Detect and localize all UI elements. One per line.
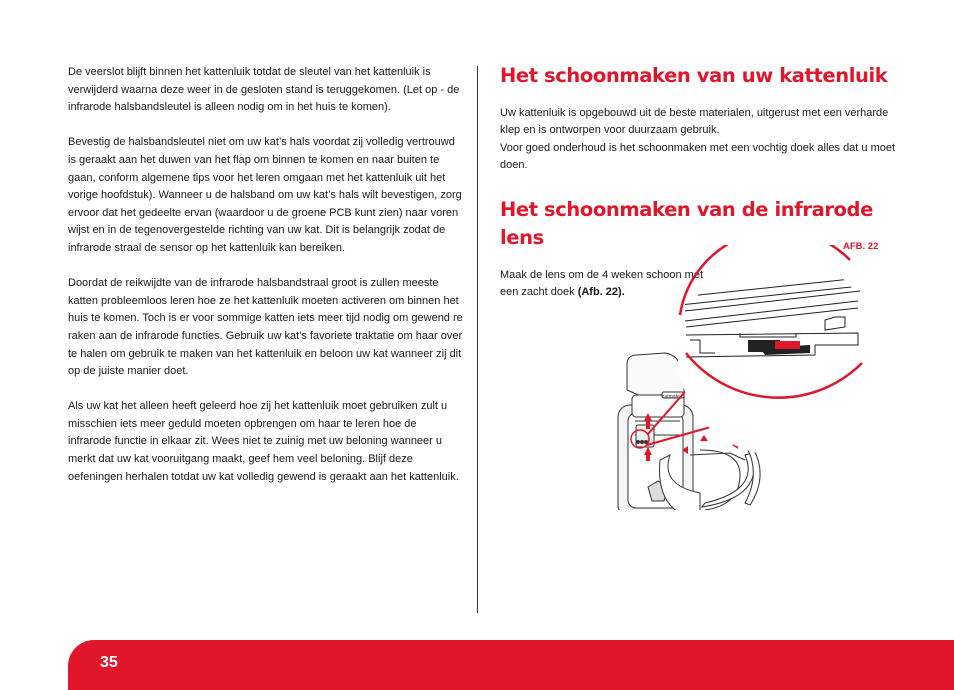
page-number: 35 <box>100 654 118 671</box>
lens-text: Maak de lens om de 4 weken schoon met een zacht doek <box>500 269 704 299</box>
heading-lens: Het schoonmaken van de infrarode lens <box>500 198 873 250</box>
footer-bar <box>68 640 954 690</box>
column-divider <box>477 66 478 613</box>
figure-reference: (Afb. 22). <box>577 286 625 299</box>
cleaning-section <box>500 105 900 174</box>
left-column <box>68 64 463 504</box>
logo-catmate: catmate <box>662 394 680 400</box>
figure-label: AFB. 22 <box>843 241 879 252</box>
cleaning-text-1: Uw kattenluik is opgebouwd uit de beste materialen, uitgerust met een verharde klep en is ontworpen voor duurzaam gebruik. <box>500 107 889 137</box>
paragraph-collar-key: Bevestig de halsbandsleutel niet om uw kat’s hals voordat zij volledig vertrouwd is geraakt aan het duwen van het flap om binnen te komen en naar buiten te gaan, conform algemene tips voor het leren omgaan met het kattenluik uit het vorige hoofdstuk). Wanneer u de halsband om uw kat’s hals wilt bevestigen, zorg ervoor dat het gedeelte ervan (waardoor u de groene PCB kunt zien) naar voren wijst en in de tegenovergestelde richting van uw kat. Dit is belangrijk zodat de infrarode straal de sensor op het kattenluik kan bereiken. <box>68 136 462 254</box>
paragraph-lock: De veerslot blijft binnen het kattenluik totdat de sleutel van het kattenluik is verwijderd waarna deze weer in de gesloten stand is teruggekomen. (Let op - de infrarode halsbandsleutel is alleen nodig om in het huis te komen). <box>68 66 460 114</box>
figure-cat-flap-lens <box>600 245 890 515</box>
heading-cleaning: Het schoonmaken van uw kattenluik <box>500 64 888 87</box>
cat-flap-illustration-icon <box>600 245 890 510</box>
cleaning-text-2: Voor goed onderhoud is het schoonmaken met een vochtig doek alles dat u moet doen. <box>500 141 896 171</box>
paragraph-patience: Als uw kat het alleen heeft geleerd hoe zij het kattenluik moet gebruiken zult u misschien iets meer geduld moeten opbrengen om haar te leren hoe de infrarode functie in elkaar zit. Wees niet te zuinig met uw beloning wanneer u merkt dat uw kat vooruitgang maakt, geef hem veel beloning. Blijf deze oefeningen herhalen totdat uw kat volledig gewend is geraakt aan het kattenluik. <box>68 400 459 483</box>
paragraph-infrared-range: Doordat de reikwijdte van de infrarode halsbandstraal groot is zullen meeste katten probleemloos leren hoe ze het kattenluik moeten activeren om binnen het huis te komen. Toch is er voor sommige katten iets meer tijd nodig om gewend re raken aan de infrarode functies. Gebruik uw kat’s favoriete traktatie om haar over te halen om gebruik te maken van het kattenluik en beloon uw kat wanneer zij dit op de juiste manier doet. <box>68 277 463 378</box>
